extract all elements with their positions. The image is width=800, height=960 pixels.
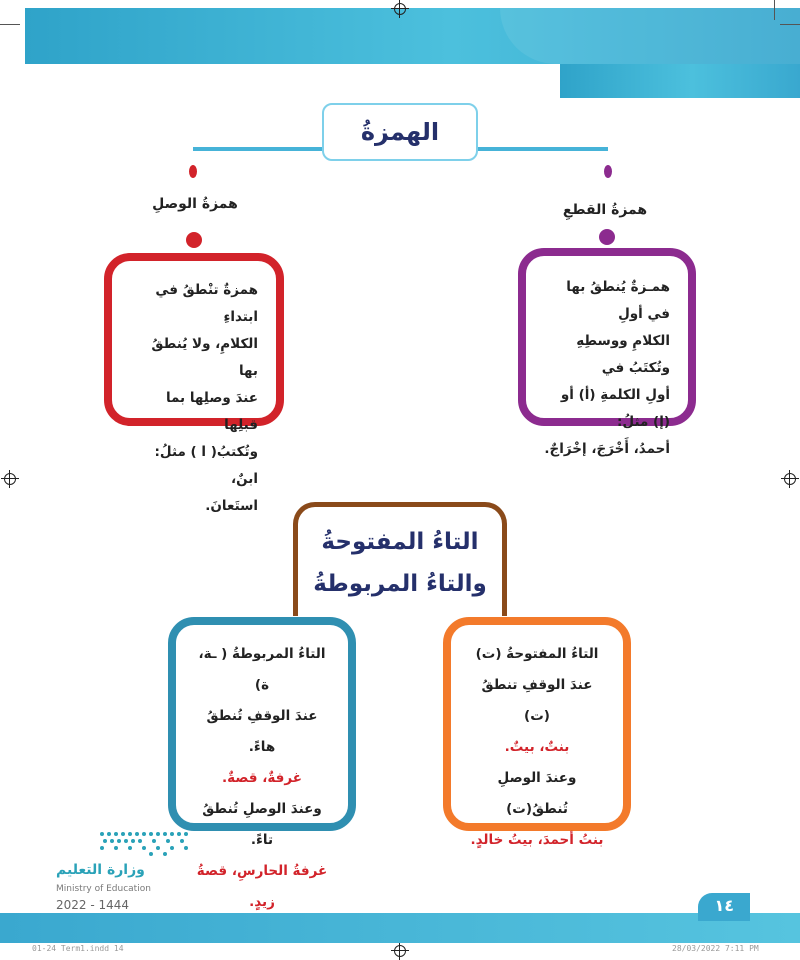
marbuta-example-pause: غرفةٌ، قصةٌ. [222,770,302,786]
maftuha-rule-pause: عندَ الوقفِ تنطقُ (ت) [481,677,593,724]
taa-title-line1: التاءُ المفتوحةُ [321,529,479,555]
wasl-small-dot [189,165,197,178]
maftuha-example-join: بنتُ أحمدَ، بيتُ خالدٍ. [470,832,604,848]
print-file-info: 01-24 Term1.indd 14 [32,944,124,953]
maftuha-heading: التاءُ المفتوحةُ (ت) [475,646,599,662]
registration-mark-icon [394,3,406,15]
crop-mark [0,24,20,25]
crop-mark [780,24,800,25]
qat-line: أولِ الكلمةِ (أ) أو (إ) مثلُ: [560,387,670,430]
wasl-line: همزةٌ تنْطقُ في ابتداءِ [155,282,258,325]
edition-year: 2022 - 1444 [56,898,130,912]
print-date-info: 28/03/2022 7:11 PM [672,944,759,953]
maftuha-card [443,617,631,848]
qat-dot [599,229,615,245]
registration-mark-icon [4,473,16,485]
marbuta-heading: التاءُ المربوطةُ ( ـة، ة) [198,646,326,693]
taa-title [293,502,507,616]
registration-mark-icon [394,945,406,957]
top-banner [25,8,800,64]
ministry-name-en: Ministry of Education [56,884,151,894]
marbuta-rule-join: وعندَ الوصلِ تُنطقُ تاءً. [202,801,322,848]
registration-mark-icon [784,473,796,485]
connector-line [478,147,608,151]
marbuta-example-join: غرفةُ الحارسِ، قصةُ زيدٍ. [196,863,328,910]
maftuha-example-pause: بنتٌ، بيتٌ. [504,739,570,755]
wasl-line: الكلامِ، ولا يُنطقُ بها [151,336,258,379]
banner-tab [560,64,800,98]
marbuta-card [168,617,356,910]
connector-line [193,147,323,151]
crop-mark [774,0,775,20]
page-number: ١٤ [698,893,750,921]
qat-label: همزةُ القطعِ [562,202,648,218]
wasl-line: عندَ وصلِها بما قبلِها [165,390,258,433]
wasl-dot [186,232,202,248]
wasl-label: همزةُ الوصلِ [152,196,238,212]
maftuha-rule-join: وعندَ الوصلِ تُنطقُ(ت) [497,770,577,817]
qat-small-dot [604,165,612,178]
marbuta-rule-pause: عندَ الوقفِ تُنطقُ هاءً. [206,708,318,755]
ministry-logo-icon [100,828,192,858]
wasl-line: استَعانَ. [205,498,258,514]
wasl-definition-card [104,253,284,514]
qat-line: الكلامِ ووسطِهِ وتُكتَبُ في [576,333,670,376]
ministry-name-ar: وزارة التعليم [56,862,145,878]
qat-definition-card [518,248,696,457]
wasl-line: وتُكتبُ( ا ) مثلُ: ابنٌ، [154,444,258,487]
taa-title-line2: والتاءُ المربوطةُ [313,571,487,597]
bottom-banner [0,913,800,943]
hamza-title: الهمزةُ [322,103,478,161]
qat-line: همـزةٌ يُنطقُ بها في أولِ [566,279,670,322]
banner-pattern [500,8,800,64]
qat-line: أحمدُ، أَخْرَجَ، إخْرَاجٌ. [544,441,670,457]
